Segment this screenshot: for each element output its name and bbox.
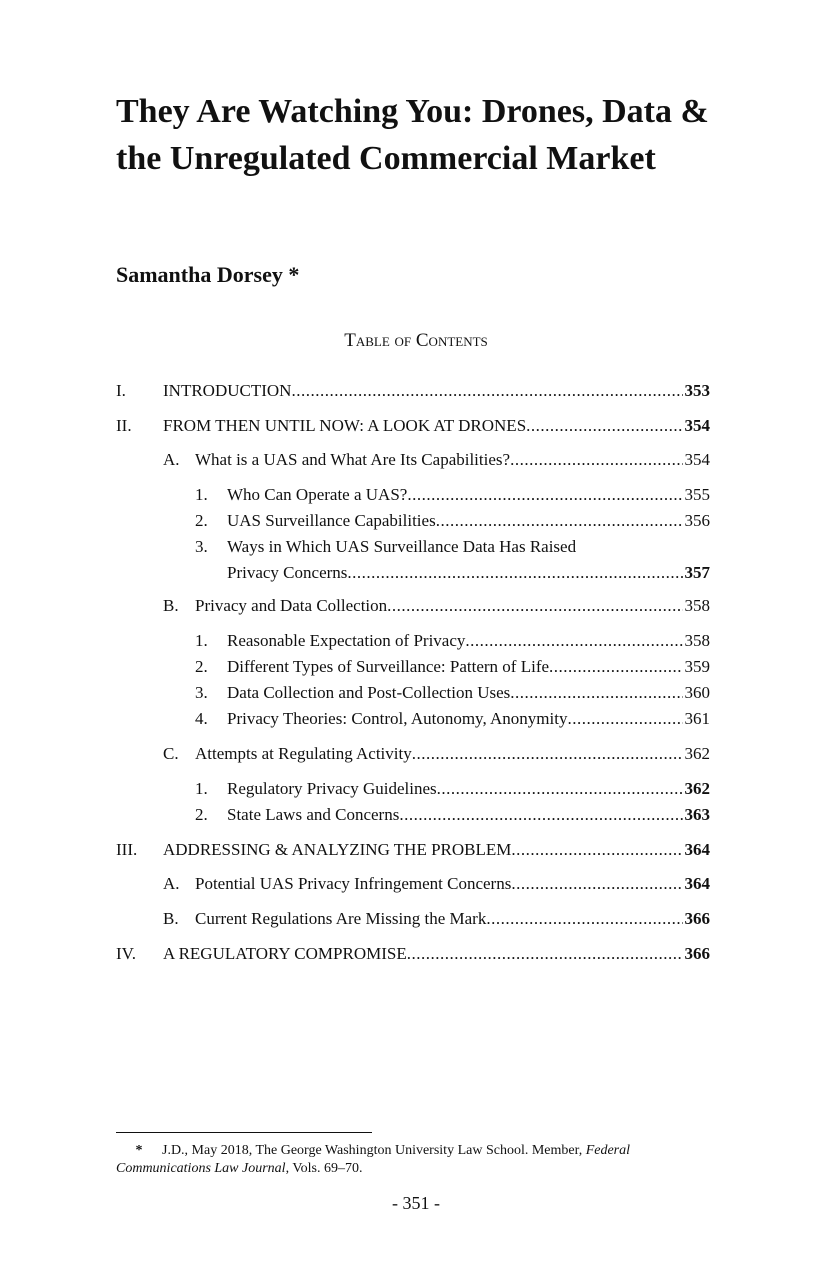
toc-entry-text: FROM THEN UNTIL NOW: A LOOK AT DRONES: [163, 416, 527, 435]
toc-entry-number: 4.: [195, 709, 208, 728]
toc-entry-page: 362: [684, 779, 710, 798]
toc-entry-number: B.: [163, 596, 179, 615]
toc-entry-body: [163, 413, 710, 439]
toc-entry-text: Different Types of Surveillance: Pattern of Life: [227, 657, 550, 676]
toc-entry-body: [227, 654, 710, 680]
dot-leader: [436, 508, 683, 534]
toc-entry-number: B.: [163, 909, 179, 928]
toc-entry-number: 2.: [195, 805, 208, 824]
toc-entry-number: 1.: [195, 485, 208, 504]
dot-leader: [387, 593, 682, 619]
toc-entry-page: 366: [684, 944, 710, 963]
toc-entry-page: 354: [684, 450, 710, 469]
toc-entry-body: [227, 560, 710, 586]
toc-entry-text: Current Regulations Are Missing the Mark: [195, 909, 487, 928]
toc-entry-text: ADDRESSING & ANALYZING THE PROBLEM: [163, 840, 512, 859]
toc-entry-text: A REGULATORY COMPROMISE: [163, 944, 407, 963]
dot-leader: [412, 741, 683, 767]
toc-entry-text-line1: Ways in Which UAS Surveillance Data Has Raised: [227, 537, 577, 556]
toc-entry-number: A.: [163, 450, 180, 469]
toc-entry-text: Privacy Theories: Control, Autonomy, Anonymity: [227, 709, 568, 728]
toc-entry-number: C.: [163, 744, 179, 763]
dot-leader: [465, 628, 682, 654]
toc-entry-body: [227, 680, 710, 706]
toc-entry-number: I.: [116, 381, 126, 400]
footnote: [116, 1142, 716, 1178]
toc-entry-body: [195, 593, 710, 619]
toc-entry-body: [227, 706, 710, 732]
toc-entry-body: [227, 508, 710, 534]
toc-entry-number: 1.: [195, 779, 208, 798]
toc-entry-number: 2.: [195, 657, 208, 676]
dot-leader: [511, 871, 682, 897]
footnote-divider: [116, 1132, 372, 1133]
toc-entry-page: 366: [684, 909, 710, 928]
toc-entry-page: 359: [684, 657, 710, 676]
toc-entry-page: 353: [684, 381, 710, 400]
toc-entry-number: II.: [116, 416, 132, 435]
article-title: They Are Watching You: Drones, Data & the Unregulated Commercial Market: [116, 93, 709, 177]
toc-entry-text: Data Collection and Post-Collection Uses: [227, 683, 511, 702]
toc-entry-body: [227, 482, 710, 508]
author-name: Samantha Dorsey *: [116, 262, 300, 287]
dot-leader: [407, 482, 682, 508]
toc-entry-body: [227, 802, 710, 828]
toc-entry-body: [227, 776, 710, 802]
toc-entry-page: 354: [684, 416, 710, 435]
toc-entry-number: 2.: [195, 511, 208, 530]
toc-entry-page: 357: [684, 563, 710, 582]
dot-leader: [567, 706, 682, 732]
toc-entry-number: 3.: [195, 683, 208, 702]
toc-heading: Table of Contents: [344, 330, 488, 351]
toc-entry-text: UAS Surveillance Capabilities: [227, 511, 436, 530]
footnote-mark: *: [135, 1143, 143, 1158]
toc-entry-page: 361: [684, 709, 710, 728]
toc-entry-page: 362: [684, 744, 710, 763]
toc-entry-text: INTRODUCTION: [163, 381, 292, 400]
toc-entry-text: Reasonable Expectation of Privacy: [227, 631, 466, 650]
toc-entry-page: 360: [684, 683, 710, 702]
dot-leader: [486, 906, 682, 932]
toc-entry-page: 363: [684, 805, 710, 824]
toc-entry-number: 1.: [195, 631, 208, 650]
dot-leader: [549, 654, 682, 680]
toc-entry-number: A.: [163, 874, 180, 893]
toc-entry-page: 364: [684, 840, 710, 859]
dot-leader: [511, 837, 682, 863]
dot-leader: [399, 802, 682, 828]
toc-entry: [116, 534, 710, 586]
toc-entry-page: 358: [684, 631, 710, 650]
toc-entry-body: [163, 378, 710, 404]
toc-entry-body: [163, 941, 710, 967]
toc-entry-page: 355: [684, 485, 710, 504]
toc-entry-body: [227, 628, 710, 654]
toc-entry-text: Attempts at Regulating Activity: [195, 744, 412, 763]
toc-entry-text: Potential UAS Privacy Infringement Concerns: [195, 874, 512, 893]
footnote-text-a: J.D., May 2018, The George Washington University Law School. Member,: [162, 1143, 586, 1158]
toc-entry-text: Who Can Operate a UAS?: [227, 485, 408, 504]
toc-entry-page: 358: [684, 596, 710, 615]
dot-leader: [510, 680, 682, 706]
toc-entry-text: Privacy and Data Collection: [195, 596, 388, 615]
toc-entry-text: State Laws and Concerns: [227, 805, 400, 824]
dot-leader: [407, 941, 683, 967]
toc-entry-text: Regulatory Privacy Guidelines: [227, 779, 437, 798]
toc-entry-body: [195, 741, 710, 767]
toc-entry-page: 364: [684, 874, 710, 893]
toc-entry-number: IV.: [116, 944, 136, 963]
toc-entry-body: [163, 837, 710, 863]
toc-entry-number: III.: [116, 840, 138, 859]
toc-entry-page: 356: [684, 511, 710, 530]
footnote-journal: Federal Communications Law Journal: [116, 1143, 631, 1176]
toc-entry-text: What is a UAS and What Are Its Capabilities?: [195, 450, 511, 469]
footnote-text-b: , Vols. 69–70.: [285, 1161, 363, 1176]
toc-entry-body: [195, 906, 710, 932]
page-number: - 351 -: [392, 1193, 440, 1213]
dot-leader: [526, 413, 682, 439]
dot-leader: [510, 447, 682, 473]
dot-leader: [437, 776, 683, 802]
dot-leader: [347, 560, 682, 586]
toc-entry-body: [195, 447, 710, 473]
toc-entry-number: 3.: [195, 537, 208, 556]
toc-entry-text: Privacy Concerns: [227, 563, 348, 582]
toc-entry-body: [195, 871, 710, 897]
dot-leader: [291, 378, 682, 404]
